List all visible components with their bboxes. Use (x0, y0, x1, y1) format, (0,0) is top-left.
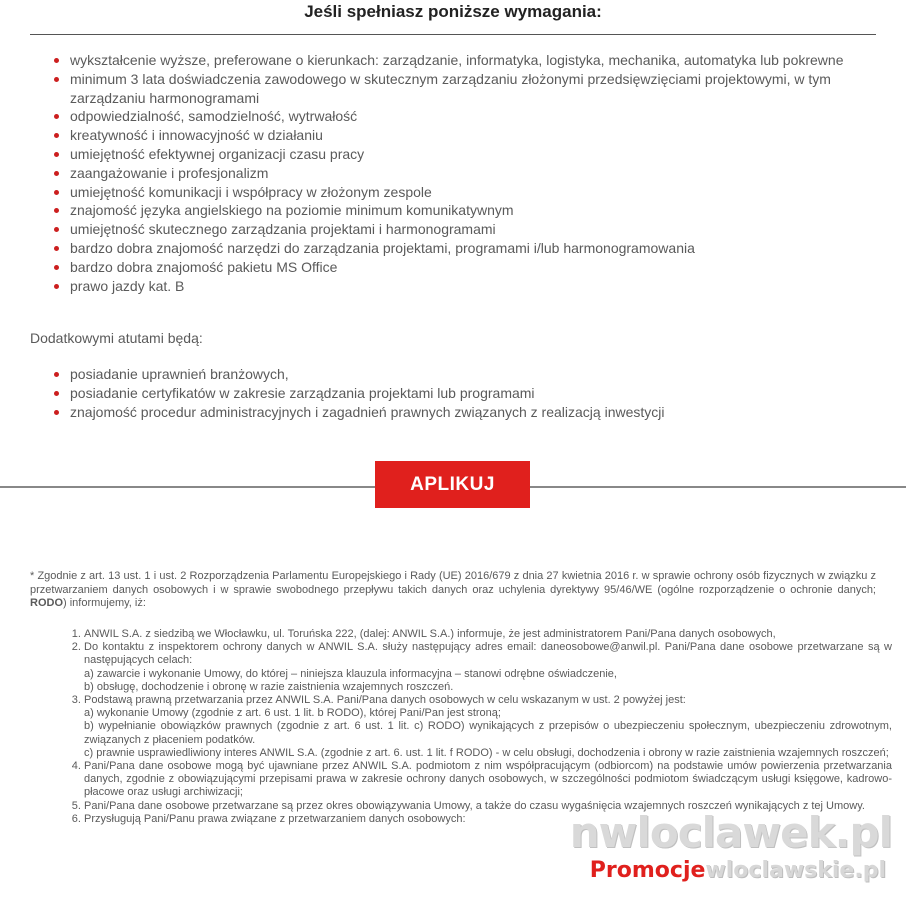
extras-label: Dodatkowymi atutami będą: (30, 330, 203, 346)
list-item: posiadanie certyfikatów w zakresie zarządzania projektami lub programami (52, 384, 872, 403)
list-item (84, 800, 892, 813)
list-item: umiejętność komunikacji i współpracy w złożonym zespole (52, 183, 872, 202)
list-item (84, 813, 892, 826)
list-item: odpowiedzialność, samodzielność, wytrwałość (52, 107, 872, 126)
gdpr-item-text: ANWIL S.A. z siedzibą we Włocławku, ul. Toruńska 222, (dalej: ANWIL S.A.) informuje, że jest administratorem Pani/Pana danych osobowych, (84, 628, 776, 640)
list-item: zaangażowanie i profesjonalizm (52, 164, 872, 183)
list-item: posiadanie uprawnień branżowych, (52, 365, 872, 384)
list-item: bardzo dobra znajomość pakietu MS Office (52, 258, 872, 277)
gdpr-item-text: Pani/Pana dane osobowe przetwarzane są przez okres obowiązywania Umowy, a także do czasu wygaśnięcia wzajemnych roszczeń wynikających z tej Umowy. (84, 799, 865, 812)
gdpr-item-text: Pani/Pana dane osobowe mogą być ujawniane przez ANWIL S.A. podmiotom z nim współpracującym (odbiorcom) na podstawie umów powierzenia przetwarzania danych, zgodnie z obowiązującymi przepisami prawa w zakresie ochrony danych osobowych, w szczególności podmiotom świadczącym usługi księgowe, kadrowo-płacowe oraz usługi archiwizacji; (84, 760, 892, 799)
watermark-sub-suffix: wloclawskie.pl (705, 858, 886, 883)
gdpr-subitem: c) prawnie usprawiedliwiony interes ANWIL S.A. (zgodnie z art. 6. ust. 1 lit. f RODO) - w celu obsługi, dochodzenia i obrony w razie zaistnienia wzajemnych roszczeń; (84, 746, 889, 759)
gdpr-subitem: a) zawarcie i wykonanie Umowy, do której – niniejsza klauzula informacyjna – stanowi odrębne oświadczenie, (84, 667, 617, 680)
list-item (84, 628, 892, 641)
gdpr-intro-bold: RODO (30, 597, 63, 609)
list-item: prawo jazdy kat. B (52, 277, 872, 296)
list-item: minimum 3 lata doświadczenia zawodowego w skutecznym zarządzaniu złożonymi przedsięwzięciami projektowymi, w tym zarządzaniu harmonogramami (52, 70, 872, 108)
gdpr-intro (30, 570, 876, 611)
divider-top (30, 34, 876, 35)
apply-button[interactable]: APLIKUJ (375, 461, 530, 508)
requirements-list (52, 51, 872, 295)
watermark-main: nwloclawek.pl (569, 808, 892, 857)
watermark-sub (590, 858, 886, 883)
gdpr-subitem: a) wykonanie Umowy (zgodnie z art. 6 ust. 1 lit. b RODO), której Pani/Pan jest stroną; (84, 707, 501, 720)
list-item: kreatywność i innowacyjność w działaniu (52, 126, 872, 145)
gdpr-item-text: Podstawą prawną przetwarzania przez ANWIL S.A. Pani/Pana danych osobowych w celu wskazanym w ust. 2 powyżej jest: (84, 694, 686, 707)
list-item (84, 694, 892, 760)
list-item: wykształcenie wyższe, preferowane o kierunkach: zarządzanie, informatyka, logistyka, mechanika, automatyka lub pokrewne (52, 51, 872, 70)
list-item (84, 760, 892, 800)
gdpr-list (68, 628, 892, 826)
extras-list (52, 365, 872, 421)
gdpr-subitem: b) wypełnianie obowiązków prawnych (zgodnie z art. 6 ust. 1 lit. c) RODO) wynikających z przepisów o ubezpieczeniu społecznym, ubezpieczeniu zdrowotnym, związanych z płaceniem podatków. (84, 720, 892, 746)
list-item: znajomość procedur administracyjnych i zagadnień prawnych związanych z realizacją inwestycji (52, 403, 872, 422)
gdpr-intro-text: * Zgodnie z art. 13 ust. 1 i ust. 2 Rozporządzenia Parlamentu Europejskiego i Rady (UE) 2016/679 z dnia 27 kwietnia 2016 r. w sprawie ochrony osób fizycznych w związku z przetwarzaniem danych osobowych i w sprawie swobodnego przepływu takich danych oraz uchylenia dyrektywy 95/46/WE (ogólne rozporządzenie o ochronie danych; (30, 570, 876, 596)
gdpr-item-text: Do kontaktu z inspektorem ochrony danych w ANWIL S.A. służy następujący adres email: daneosobowe@anwil.pl. Pani/Pana dane osobowe przetwarzane są w następujących celach: (84, 641, 892, 667)
gdpr-intro-end: ) informujemy, iż: (63, 597, 146, 609)
list-item: bardzo dobra znajomość narzędzi do zarządzania projektami, programami i/lub harmonogramowania (52, 239, 872, 258)
gdpr-subitem: b) obsługę, dochodzenie i obronę w razie zaistnienia wzajemnych roszczeń. (84, 680, 454, 693)
gdpr-item-text: Przysługują Pani/Panu prawa związane z przetwarzaniem danych osobowych: (84, 812, 466, 825)
list-item: znajomość języka angielskiego na poziomie minimum komunikatywnym (52, 201, 872, 220)
list-item: umiejętność skutecznego zarządzania projektami i harmonogramami (52, 220, 872, 239)
section-heading: Jeśli spełniasz poniższe wymagania: (304, 2, 602, 21)
watermark-sub-prefix: Promocje (589, 858, 706, 883)
list-item: umiejętność efektywnej organizacji czasu pracy (52, 145, 872, 164)
list-item (84, 641, 892, 694)
